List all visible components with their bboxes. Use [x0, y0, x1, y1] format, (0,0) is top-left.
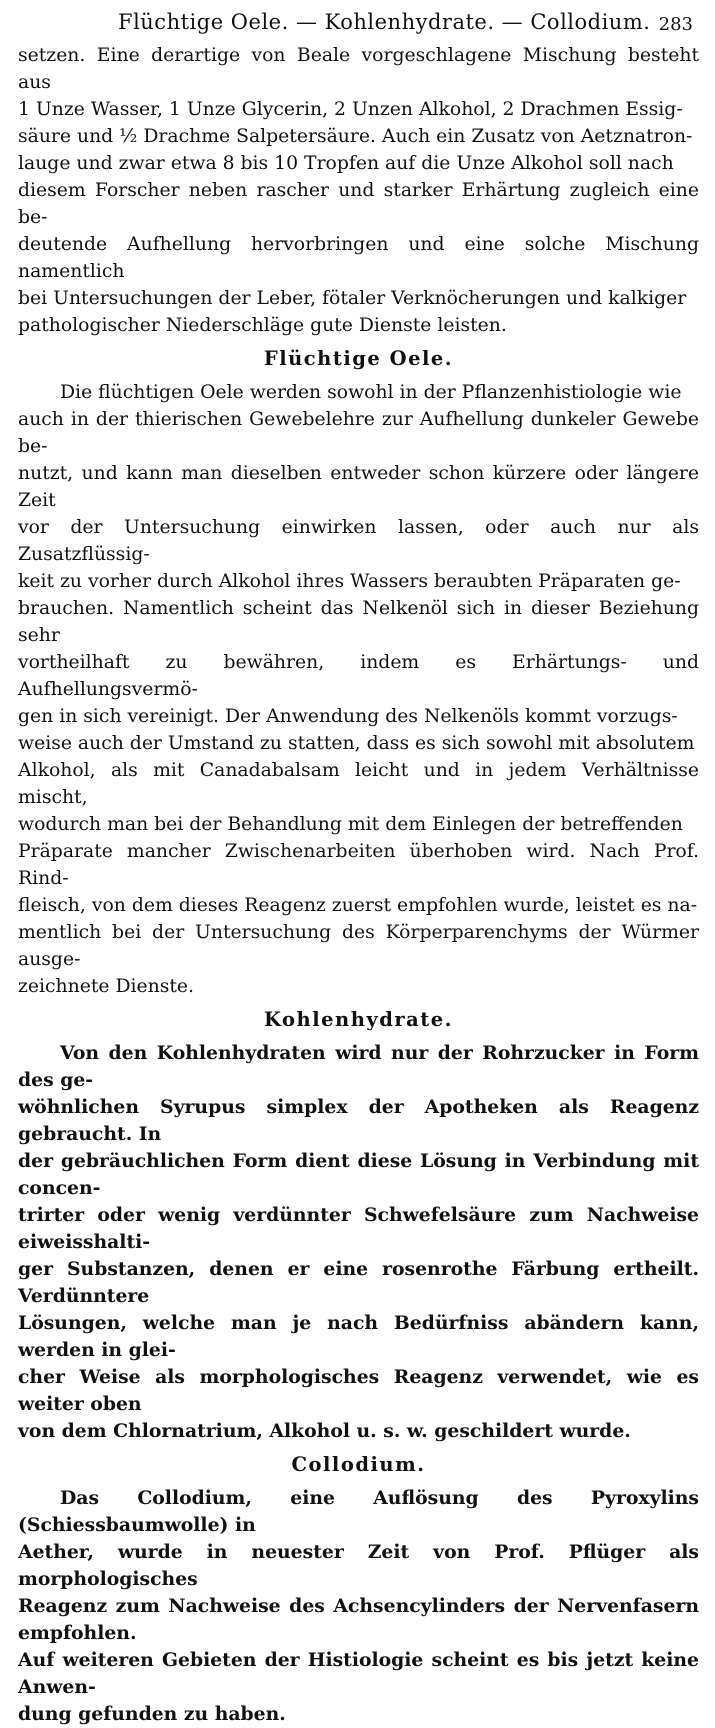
- text-line: brauchen. Namentlich scheint das Nelkenöl sich in dieser Beziehung sehr: [18, 598, 699, 646]
- text-line: weise auch der Umstand zu statten, dass es sich sowohl mit absolutem: [18, 733, 695, 754]
- text-line: wodurch man bei der Behandlung mit dem Einlegen der betreffenden: [18, 814, 683, 835]
- text-line: Lösungen, welche man je nach Bedürfniss abändern kann, werden in glei-: [18, 1312, 699, 1361]
- text-line: Präparate mancher Zwischenarbeiten überhoben wird. Nach Prof. Rind-: [18, 841, 699, 889]
- section-heading-kohlenhydrate: Kohlenhydrate.: [264, 1008, 453, 1031]
- text-line: gen in sich vereinigt. Der Anwendung des Nelkenöls kommt vorzugs-: [18, 706, 678, 727]
- text-line: nutzt, und kann man dieselben entweder schon kürzere oder längere Zeit: [18, 463, 699, 511]
- text-line: der gebräuchlichen Form dient diese Lösung in Verbindung mit concen-: [18, 1150, 699, 1199]
- running-title: Flüchtige Oele. — Kohlenhydrate. — Collodium.: [118, 10, 651, 34]
- section-body-fluechtige-oele: [18, 379, 699, 1000]
- section-body-collodium: [18, 1485, 699, 1728]
- text-line: deutende Aufhellung hervorbringen und eine solche Mischung namentlich: [18, 234, 699, 282]
- text-line: auch in der thierischen Gewebelehre zur Aufhellung dunkeler Gewebe be-: [18, 409, 699, 457]
- text-line: cher Weise als morphologisches Reagenz verwendet, wie es weiter oben: [18, 1366, 699, 1415]
- section-heading-fluechtige-oele: Flüchtige Oele.: [263, 347, 454, 370]
- intro-paragraph: [18, 42, 699, 339]
- text-line: Die flüchtigen Oele werden sowohl in der Pflanzenhistiologie wie: [60, 382, 682, 403]
- text-line: säure und ½ Drachme Salpetersäure. Auch ein Zusatz von Aetznatron-: [18, 126, 693, 147]
- text-line: dung gefunden zu haben.: [18, 1703, 286, 1725]
- text-line: vortheilhaft zu bewähren, indem es Erhärtungs- und Aufhellungsvermö-: [18, 652, 699, 700]
- text-line: Von den Kohlenhydraten wird nur der Rohrzucker in Form des ge-: [18, 1042, 699, 1091]
- text-line: zeichnete Dienste.: [18, 976, 195, 997]
- text-line: pathologischer Niederschläge gute Dienste leisten.: [18, 315, 507, 336]
- text-line: Auf weiteren Gebieten der Histiologie scheint es bis jetzt keine Anwen-: [18, 1649, 699, 1698]
- section-body-kohlenhydrate: [18, 1040, 699, 1445]
- text-line: trirter oder wenig verdünnter Schwefelsäure zum Nachweise eiweisshalti-: [18, 1204, 699, 1253]
- section-heading-collodium: Collodium.: [291, 1453, 426, 1476]
- text-line: Reagenz zum Nachweise des Achsencylinders der Nervenfasern empfohlen.: [18, 1595, 699, 1644]
- text-line: 1 Unze Wasser, 1 Unze Glycerin, 2 Unzen Alkohol, 2 Drachmen Essig-: [18, 99, 683, 120]
- text-line: keit zu vorher durch Alkohol ihres Wassers beraubten Präparaten ge-: [18, 571, 681, 592]
- text-line: vor der Untersuchung einwirken lassen, oder auch nur als Zusatzflüssig-: [18, 517, 699, 565]
- text-line: Das Collodium, eine Auflösung des Pyroxylins (Schiessbaumwolle) in: [18, 1487, 699, 1536]
- text-line: Alkohol, als mit Canadabalsam leicht und in jedem Verhältnisse mischt,: [18, 760, 699, 808]
- text-line: wöhnlichen Syrupus simplex der Apotheken als Reagenz gebraucht. In: [18, 1096, 699, 1145]
- text-line: mentlich bei der Untersuchung des Körperparenchyms der Würmer ausge-: [18, 922, 699, 970]
- page-number: 283: [658, 14, 693, 35]
- text-line: fleisch, von dem dieses Reagenz zuerst empfohlen wurde, leistet es na-: [18, 895, 698, 916]
- text-line: ger Substanzen, denen er eine rosenrothe Färbung ertheilt. Verdünntere: [18, 1258, 699, 1307]
- text-line: lauge und zwar etwa 8 bis 10 Tropfen auf die Unze Alkohol soll nach: [18, 153, 674, 174]
- text-line: bei Untersuchungen der Leber, fötaler Verknöcherungen und kalkiger: [18, 288, 687, 309]
- text-line: Aether, wurde in neuester Zeit von Prof. Pflüger als morphologisches: [18, 1541, 699, 1590]
- page-header: [18, 8, 699, 44]
- text-line: diesem Forscher neben rascher und starker Erhärtung zugleich eine be-: [18, 180, 699, 228]
- text-line: von dem Chlornatrium, Alkohol u. s. w. geschildert wurde.: [18, 1420, 631, 1442]
- text-line: setzen. Eine derartige von Beale vorgeschlagene Mischung besteht aus: [18, 45, 699, 93]
